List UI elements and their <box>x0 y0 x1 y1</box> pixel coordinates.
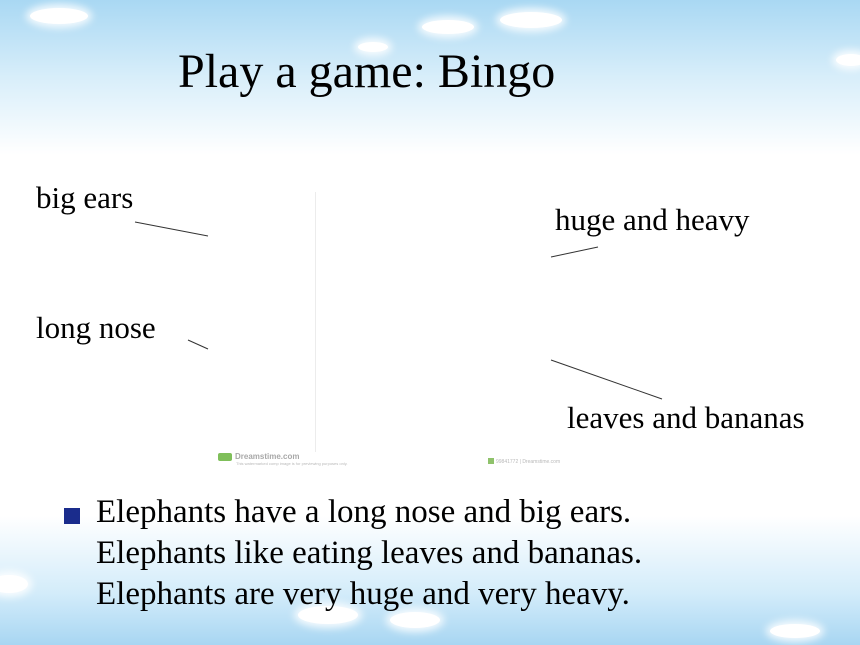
label-leaves-and-bananas: leaves and bananas <box>567 400 805 435</box>
label-huge-and-heavy: huge and heavy <box>555 202 750 237</box>
watermark-right <box>488 458 560 465</box>
slide-title: Play a game: Bingo <box>178 45 556 98</box>
watermark-left-text: Dreamstime.com <box>235 452 300 461</box>
bullet-line: Elephants are very huge and very heavy. <box>96 576 630 612</box>
watermark-right-text: 99841772 | Dreamstime.com <box>496 459 561 465</box>
dreamstime-square-icon <box>488 458 494 464</box>
bullet-line: Elephants like eating leaves and bananas. <box>96 535 643 571</box>
label-long-nose: long nose <box>36 310 156 345</box>
label-big-ears: big ears <box>36 180 134 215</box>
watermark-left <box>218 452 348 466</box>
image-edge-line <box>315 192 316 452</box>
pointer-line-long-nose <box>188 340 208 349</box>
pointer-line-leaves-and-bananas <box>551 360 662 399</box>
pointer-line-huge-and-heavy <box>551 247 598 257</box>
bullet-line: Elephants have a long nose and big ears. <box>96 494 632 530</box>
bullet-square-icon <box>64 508 80 524</box>
pointer-line-big-ears <box>135 222 208 236</box>
dreamstime-logo-icon <box>218 453 232 461</box>
watermark-left-subtext: This watermarked comp image is for previewing purposes only. <box>236 461 348 467</box>
